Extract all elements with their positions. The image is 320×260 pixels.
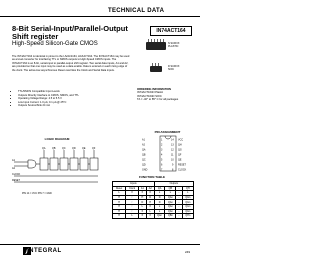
pin-left-name: QC (142, 158, 146, 162)
table-cell: ↑ (126, 209, 139, 214)
table-cell: QAn (165, 204, 176, 209)
table-cell: ... (176, 195, 182, 200)
pin-right-number: 11 (171, 153, 174, 157)
dip-pin-icon (160, 39, 161, 42)
input-label: A2 (12, 167, 15, 170)
footer-divider (0, 244, 200, 245)
pin-right-number: 13 (171, 143, 174, 147)
pin-left-number: 5 (161, 158, 163, 162)
table-row (113, 214, 194, 219)
table-cell: ... (176, 191, 182, 196)
document-subtitle: High-Speed Silicon-Gate CMOS (12, 41, 98, 47)
document-title: 8-Bit Serial-Input/Parallel-Output Shift register (12, 24, 128, 41)
dip-pin-icon (148, 39, 149, 42)
output-label: QA (42, 147, 46, 150)
table-cell: QGn (182, 195, 193, 200)
table-cell: H (113, 200, 126, 205)
table-header-cell: A2 (146, 186, 154, 191)
logic-diagram (12, 142, 108, 200)
table-cell: L (126, 214, 139, 219)
dip-pin-icon (151, 39, 152, 42)
part-number-box: IN74ACT164 (150, 26, 192, 36)
pin-right-name: QE (178, 158, 182, 162)
table-cell: X (126, 191, 139, 196)
function-table (112, 181, 194, 219)
table-cell: H (113, 214, 126, 219)
table-cell: X (138, 191, 146, 196)
pin-right-name: QH (178, 143, 182, 147)
input-label: A1 (12, 159, 15, 162)
table-cell: QGn (182, 209, 193, 214)
soic-pin-icon (158, 63, 159, 66)
output-label: QB (52, 147, 56, 150)
soic-pin-icon (152, 63, 153, 66)
logic-diagram-title: LOGIC DIAGRAM (44, 137, 70, 141)
table-cell: X (138, 209, 146, 214)
table-cell: ... (176, 209, 182, 214)
pin-left-number: 4 (161, 153, 163, 157)
table-cell: H (113, 204, 126, 209)
table-cell: QAn (165, 200, 176, 205)
output-label: QC (62, 147, 66, 150)
pin-left-number: 3 (161, 148, 163, 152)
ordering-line: IN74ACT164N Plastic (137, 91, 164, 95)
pin-right-name: QG (178, 148, 182, 152)
description-text: The IN74ACT164 is identical in pinout to the LS/ALS164, HC/HCT164. The IN74ACT164 may be used as a level converter for interfacing TTL or NMOS outputs to High-Speed CMOS inputs. The IN74ACT164 is an 8-bit, serial-input to parallel-output shift register. Two serial data inputs, A1 and A2, are provided so that one input may be used as a data enable. Data is entered on each rising edge of the clock. The active-low asynchronous Reset overrides the Clock and Serial Data inputs. (12, 55, 130, 72)
dip-pin-icon (154, 39, 155, 42)
dip-body-icon (146, 42, 166, 50)
output-label: QD (72, 147, 76, 150)
pin-right-number: 12 (171, 148, 174, 152)
package-dip (144, 38, 184, 60)
table-header-cell: QB (165, 186, 176, 191)
pin-left-name: A2 (142, 143, 145, 147)
footer-logo-text: INTEGRAL (27, 248, 62, 254)
pin-right-number: 8 (172, 168, 174, 172)
pin-assignment-diagram (140, 135, 196, 173)
table-cell: X (146, 214, 154, 219)
ordering-line: TA = -40° to 85° C for all packages (137, 98, 179, 102)
table-cell: D (154, 195, 165, 200)
function-table-title: FUNCTION TABLE (138, 175, 166, 179)
logic-diagram-note: PIN 14 = VCC PIN 7 = GND (22, 192, 52, 195)
pin-right-name: RESET (178, 163, 186, 167)
table-cell: H (113, 209, 126, 214)
pin-left-name: QA (142, 148, 146, 152)
feature-item: • Low Input Current: 1.0 μA; 0.1 μA @ 25°C (18, 101, 138, 105)
header-divider (0, 16, 200, 17)
pin-assignment-title: PIN ASSIGNMENT (154, 130, 181, 134)
package-label: D SUFFIX SOIC (168, 65, 180, 71)
table-cell: L (154, 204, 165, 209)
feature-item: • Outputs Source/Sink 24 mA (18, 104, 138, 108)
table-cell: ... (176, 200, 182, 205)
table-cell: ... (176, 214, 182, 219)
pin-left-name: QD (142, 163, 146, 167)
table-cell: X (146, 204, 154, 209)
table-cell: D (146, 195, 154, 200)
soic-pin-icon (155, 63, 156, 66)
table-cell: ↑ (126, 195, 139, 200)
ordering-line: IN74ACT164D SOIC (137, 94, 162, 98)
input-label: CLOCK (12, 173, 21, 176)
table-header-cell: ... (176, 186, 182, 191)
table-cell: QBn (165, 214, 176, 219)
input-label: RESET (12, 179, 20, 182)
table-header-cell: QA (154, 186, 165, 191)
dip-pin-icon (157, 39, 158, 42)
pin-left-name: A1 (142, 138, 145, 142)
feature-item: • Outputs Directly Interface to CMOS, NMOS, and TTL (18, 94, 138, 98)
package-label: N SUFFIX PLASTIC (168, 42, 180, 48)
pin-left-number: 6 (161, 163, 163, 167)
package-soic (144, 60, 184, 80)
pin-left-number: 1 (161, 138, 163, 142)
feature-item: • Operating Voltage Range: 4.5 to 5.5 V (18, 97, 138, 101)
pin-left-number: 2 (161, 143, 163, 147)
table-cell: L (165, 191, 176, 196)
table-cell: ... (176, 204, 182, 209)
table-cell: QGn (182, 200, 193, 205)
soic-body-icon (150, 66, 162, 72)
page-header-title: TECHNICAL DATA (108, 8, 165, 14)
pin-right-number: 14 (171, 138, 174, 142)
pin-right-name: QF (178, 153, 182, 157)
output-label: QE (82, 147, 86, 150)
ordering-information (137, 88, 197, 102)
table-cell: ↑ (126, 204, 139, 209)
table-cell: X (146, 191, 154, 196)
table-group-header: Outputs (154, 182, 193, 187)
pin-left-number: 7 (161, 168, 163, 172)
table-cell: H (138, 195, 146, 200)
dip-pin-icon (163, 39, 164, 42)
feature-list (12, 90, 138, 108)
table-header-cell: Clock (126, 186, 139, 191)
pin-right-name: VCC (178, 138, 184, 142)
pin-right-name: CLOCK (178, 168, 187, 172)
pin-left-name: QB (142, 153, 146, 157)
pin-right-number: 10 (171, 158, 174, 162)
pin-right-number: 9 (172, 163, 174, 167)
table-cell: D (138, 200, 146, 205)
table-cell: X (138, 214, 146, 219)
page-number: 249 (185, 250, 191, 254)
table-cell: QGn (182, 204, 193, 209)
table-cell: L (113, 191, 126, 196)
table-header-cell: Reset (113, 186, 126, 191)
table-cell: L (154, 209, 165, 214)
table-cell: D (154, 200, 165, 205)
pin-left-name: GND (142, 168, 148, 172)
table-cell: QAn (154, 214, 165, 219)
table-cell: H (146, 200, 154, 205)
table-cell: L (154, 191, 165, 196)
output-label: QF (92, 147, 96, 150)
table-cell: H (113, 195, 126, 200)
table-cell: QHn (182, 214, 193, 219)
table-header-cell: A1 (138, 186, 146, 191)
table-header-cell: QH (182, 186, 193, 191)
table-cell: QAn (165, 195, 176, 200)
table-cell: L (138, 204, 146, 209)
table-cell: ↑ (126, 200, 139, 205)
table-group-header: Inputs (113, 182, 155, 187)
table-cell: L (146, 209, 154, 214)
table-cell: L (182, 191, 193, 196)
ordering-title: ORDERING INFORMATION (137, 88, 171, 91)
feature-item: • TTL/NMOS Compatible Input Levels (18, 90, 138, 94)
table-cell: QAn (165, 209, 176, 214)
